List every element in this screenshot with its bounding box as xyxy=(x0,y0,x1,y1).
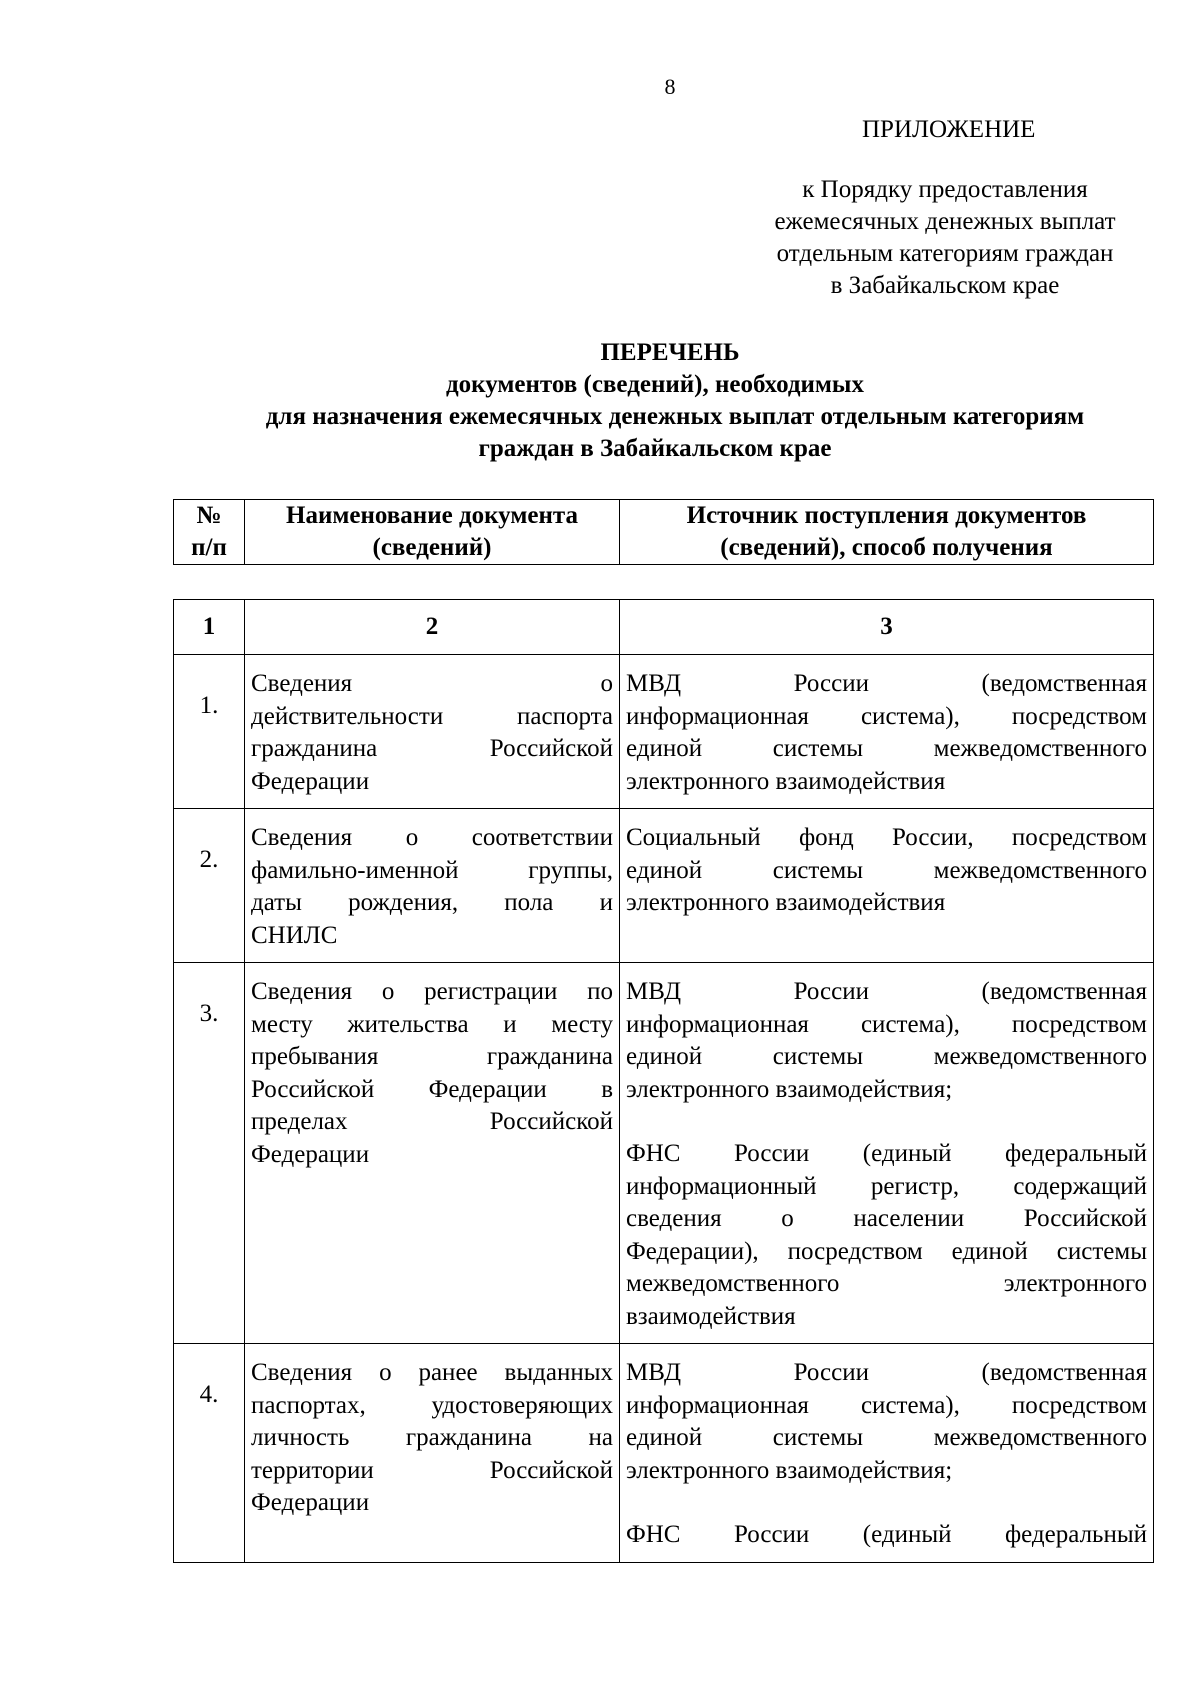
document-name-line: Федерации xyxy=(251,1489,370,1516)
document-name-line: Сведения о регистрации по xyxy=(251,978,613,1005)
source-line: ФНС России (единый федеральный xyxy=(626,1521,1147,1548)
document-name-line: Сведения о xyxy=(251,670,613,697)
document-name-cell xyxy=(245,963,620,1344)
document-name-line: пребывания гражданина xyxy=(251,1043,613,1070)
source-line: единой системы межведомственного xyxy=(626,1043,1147,1070)
document-heading xyxy=(175,337,1175,465)
column-numbers-row xyxy=(174,600,1154,655)
table-row xyxy=(174,655,1154,809)
source-line: информационный регистр, содержащий xyxy=(626,1172,1147,1200)
source-line: единой системы межведомственного xyxy=(626,1424,1147,1451)
header-number xyxy=(174,500,245,565)
source-cell xyxy=(620,963,1154,1344)
source-paragraph xyxy=(626,976,1147,1106)
header-document-name xyxy=(245,500,620,565)
source-paragraph xyxy=(626,1357,1147,1487)
heading-line: граждан в Забайкальском крае xyxy=(478,435,832,462)
source-line: электронного взаимодействия xyxy=(626,889,946,916)
document-name-line: месту жительства и месту xyxy=(251,1010,613,1038)
column-number: 2 xyxy=(245,600,620,655)
row-number: 1. xyxy=(174,655,245,809)
page-number: 8 xyxy=(664,74,676,99)
header-text: Источник поступления документов xyxy=(686,502,1087,529)
header-text: (сведений) xyxy=(372,534,492,561)
appendix-title: ПРИЛОЖЕНИЕ xyxy=(862,116,1036,143)
source-paragraph xyxy=(626,668,1147,798)
column-number: 1 xyxy=(174,600,245,655)
source-line: информационная система), посредством xyxy=(626,1391,1147,1419)
appendix-line: ежемесячных денежных выплат xyxy=(774,208,1116,235)
source-line: взаимодействия xyxy=(626,1302,796,1330)
source-line: межведомственного электронного xyxy=(626,1270,1147,1297)
appendix-line: к Порядку предоставления xyxy=(802,176,1088,203)
source-line: электронного взаимодействия; xyxy=(626,1075,953,1103)
document-name-line: Российской Федерации в xyxy=(251,1075,613,1103)
source-line: электронного взаимодействия; xyxy=(626,1456,953,1484)
source-line: единой системы межведомственного xyxy=(626,735,1147,762)
header-text: Наименование документа xyxy=(286,502,578,529)
source-line: Социальный фонд России, посредством xyxy=(626,824,1147,851)
document-name-line: Федерации xyxy=(251,1140,370,1168)
heading-title: ПЕРЕЧЕНЬ xyxy=(600,339,740,366)
header-text: п/п xyxy=(191,534,227,561)
documents-table xyxy=(173,599,1154,1563)
source-cell xyxy=(620,809,1154,963)
source-paragraph xyxy=(626,1138,1147,1333)
source-line: единой системы межведомственного xyxy=(626,856,1147,884)
source-line: сведения о населении Российской xyxy=(626,1205,1147,1232)
document-name-line: Сведения о соответствии xyxy=(251,824,613,851)
table-row xyxy=(174,809,1154,963)
document-name-line: действительности паспорта xyxy=(251,702,613,730)
table-row xyxy=(174,1344,1154,1563)
document-name-line: личность гражданина на xyxy=(251,1424,613,1451)
document-name-cell xyxy=(245,1344,620,1563)
document-name-line: СНИЛС xyxy=(251,921,338,949)
header-text: (сведений), способ получения xyxy=(720,534,1053,561)
table-row xyxy=(174,963,1154,1344)
document-name-line: Федерации xyxy=(251,767,370,795)
document-name-line: гражданина Российской xyxy=(251,735,613,762)
column-number: 3 xyxy=(620,600,1154,655)
document-name-line: паспортах, удостоверяющих xyxy=(251,1391,613,1419)
source-cell xyxy=(620,655,1154,809)
appendix-reference xyxy=(745,174,1145,302)
table-header xyxy=(173,499,1154,565)
header-source xyxy=(620,500,1154,565)
source-line: МВД России (ведомственная xyxy=(626,670,1147,697)
source-line: ФНС России (единый федеральный xyxy=(626,1140,1147,1167)
source-line: МВД России (ведомственная xyxy=(626,1359,1147,1386)
source-paragraph xyxy=(626,822,1147,920)
source-line: информационная система), посредством xyxy=(626,1010,1147,1038)
source-line: Федерации), посредством единой системы xyxy=(626,1237,1147,1265)
heading-line: документов (сведений), необходимых xyxy=(446,371,864,398)
source-line: МВД России (ведомственная xyxy=(626,978,1147,1005)
source-line: информационная система), посредством xyxy=(626,702,1147,730)
heading-line: для назначения ежемесячных денежных выплат отдельным категориям xyxy=(265,403,1085,430)
document-name-line: пределах Российской xyxy=(251,1108,613,1135)
row-number: 4. xyxy=(174,1344,245,1563)
source-line: электронного взаимодействия xyxy=(626,767,946,795)
source-cell xyxy=(620,1344,1154,1563)
row-number: 3. xyxy=(174,963,245,1344)
header-text: № xyxy=(196,502,222,529)
row-number: 2. xyxy=(174,809,245,963)
document-name-line: территории Российской xyxy=(251,1456,613,1484)
appendix-line: отдельным категориям граждан xyxy=(776,240,1114,267)
document-name-cell xyxy=(245,655,620,809)
document-name-line: даты рождения, пола и xyxy=(251,889,613,916)
document-name-line: фамильно-именной группы, xyxy=(251,856,613,884)
document-name-line: Сведения о ранее выданных xyxy=(251,1359,613,1386)
source-paragraph xyxy=(626,1519,1147,1552)
appendix-line: в Забайкальском крае xyxy=(830,272,1060,299)
table-body xyxy=(174,655,1154,1563)
document-name-cell xyxy=(245,809,620,963)
